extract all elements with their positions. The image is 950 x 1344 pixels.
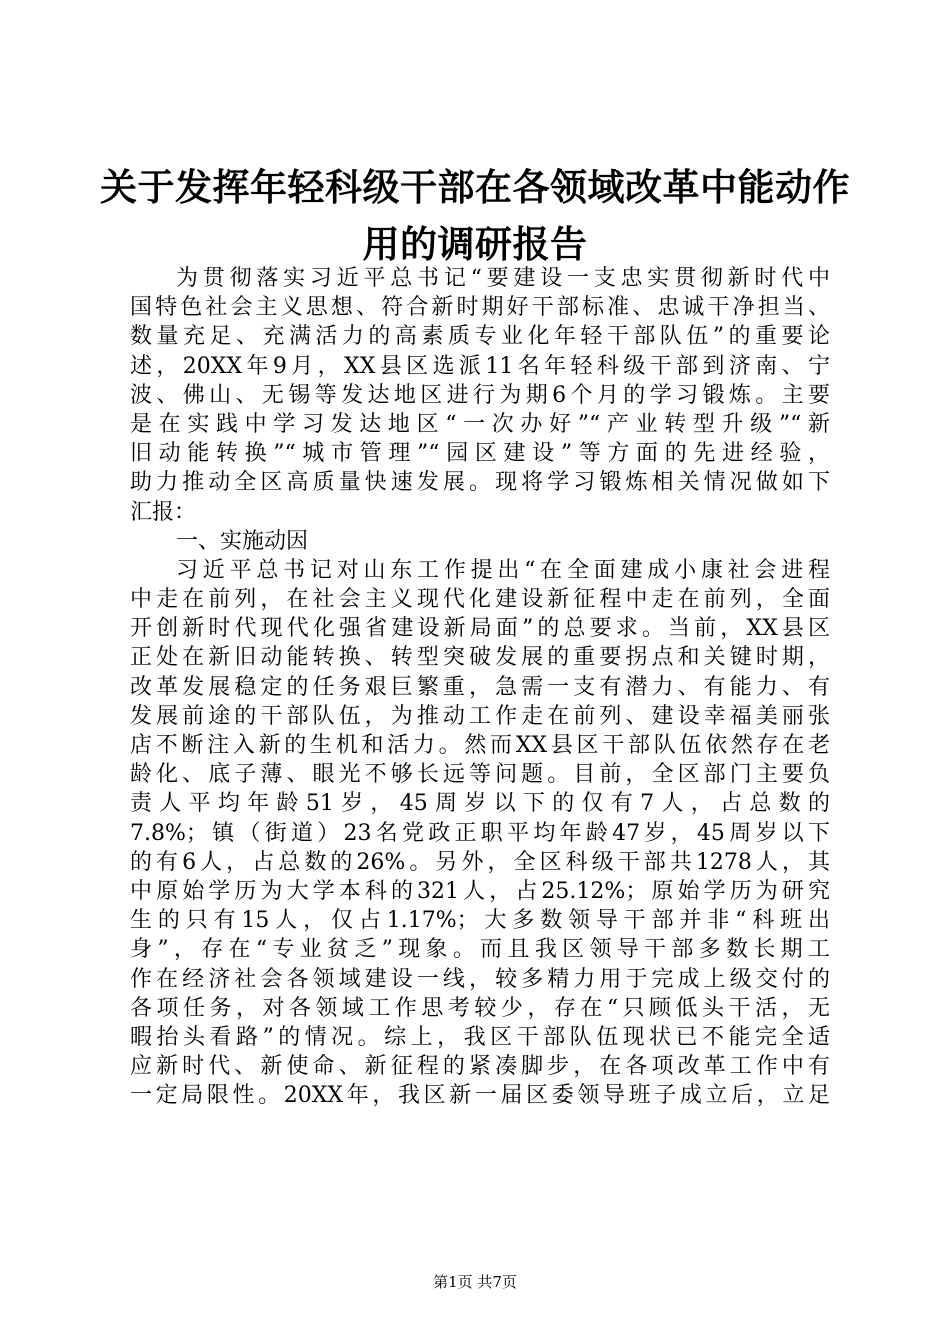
- body-line: 的有6人，占总数的26%。另外，全区科级干部共1278人，其: [130, 849, 830, 875]
- document-title-line-2: 用的调研报告: [362, 223, 588, 266]
- body-line: 为贯彻落实习近平总书记“要建设一支忠实贯彻新时代中: [176, 266, 830, 291]
- body-line: 生的只有15人，仅占1.17%；大多数领导干部并非“科班出: [130, 908, 830, 934]
- document-body: [130, 264, 830, 1110]
- body-line: 各项任务，对各领域工作思考较少，存在“只顾低头干活，无: [130, 995, 830, 1021]
- body-line: 应新时代、新使命、新征程的紧凑脚步，在各项改革工作中有: [130, 1054, 830, 1080]
- body-line: 正处在新旧动能转换、转型突破发展的重要拐点和关键时期，: [130, 645, 830, 671]
- body-line: 中走在前列，在社会主义现代化建设新征程中走在前列，全面: [130, 587, 830, 613]
- body-line: 暇抬头看路”的情况。综上，我区干部队伍现状已不能完全适: [130, 1024, 830, 1050]
- body-line: 述，20XX年9月，XX县区选派11名年轻科级干部到济南、宁: [130, 353, 830, 379]
- document-title-line-1: 关于发挥年轻科级干部在各领域改革中能动作: [100, 166, 850, 209]
- body-line: 汇报：: [130, 499, 197, 525]
- body-line: 一定局限性。20XX年，我区新一届区委领导班子成立后，立足: [130, 1083, 830, 1109]
- body-line: 龄化、底子薄、眼光不够长远等问题。目前，全区部门主要负: [130, 762, 830, 788]
- body-line: 是在实践中学习发达地区“一次办好”“产业转型升级”“新: [130, 411, 830, 437]
- body-line: 店不断注入新的生机和活力。然而XX县区干部队伍依然存在老: [130, 733, 830, 758]
- body-line: 身”，存在“专业贫乏”现象。而且我区领导干部多数长期工: [130, 937, 830, 963]
- page-number-footer: 第1页 共7页: [433, 1273, 517, 1291]
- body-line: 习近平总书记对山东工作提出“在全面建成小康社会进程: [176, 557, 830, 583]
- body-line: 助力推动全区高质量快速发展。现将学习锻炼相关情况做如下: [130, 470, 830, 496]
- body-line: 中原始学历为大学本科的321人，占25.12%；原始学历为研究: [130, 878, 830, 904]
- body-line: 旧动能转换”“城市管理”“园区建设”等方面的先进经验，: [130, 441, 830, 467]
- body-line: 作在经济社会各领域建设一线，较多精力用于完成上级交付的: [130, 966, 830, 992]
- body-line: 开创新时代现代化强省建设新局面”的总要求。当前，XX县区: [130, 616, 830, 642]
- body-line: 数量充足、充满活力的高素质专业化年轻干部队伍”的重要论: [130, 324, 830, 350]
- body-line: 国特色社会主义思想、符合新时期好干部标准、忠诚干净担当、: [130, 295, 830, 321]
- body-line: 责人平均年龄51岁，45周岁以下的仅有7人，占总数的: [130, 791, 830, 817]
- body-line: 7.8%；镇（街道）23名党政正职平均年龄47岁，45周岁以下: [130, 820, 830, 846]
- body-line: 波、佛山、无锡等发达地区进行为期6个月的学习锻炼。主要: [130, 382, 830, 408]
- section-heading: 一、实施动因: [176, 528, 309, 554]
- body-line: 改革发展稳定的任务艰巨繁重，急需一支有潜力、有能力、有: [130, 674, 830, 700]
- body-line: 发展前途的干部队伍，为推动工作走在前列、建设幸福美丽张: [130, 703, 830, 729]
